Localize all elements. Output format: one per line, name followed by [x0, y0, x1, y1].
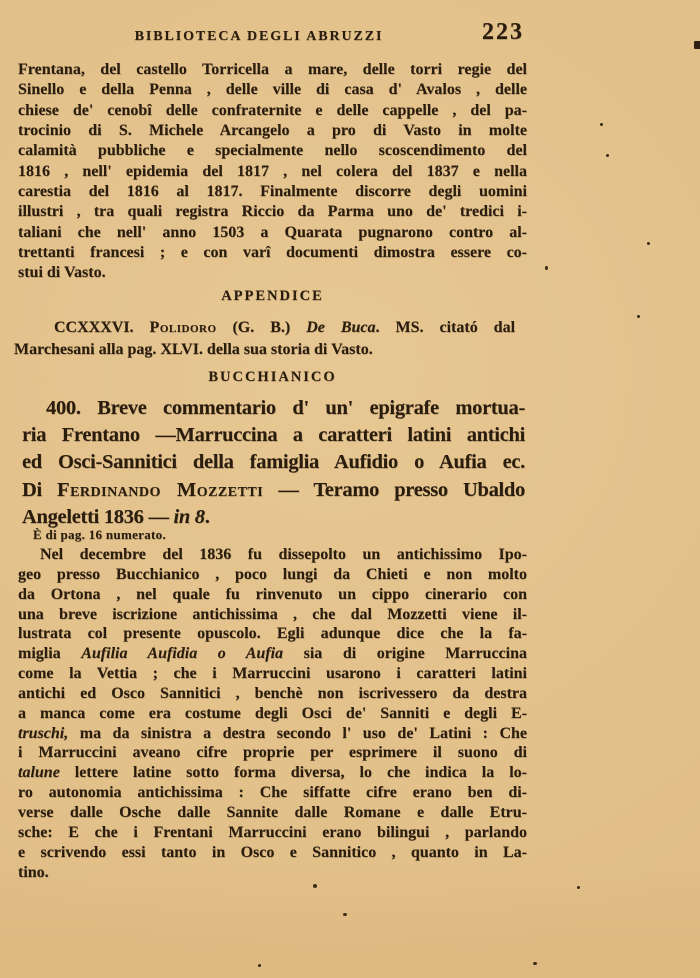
- text-segment: geo presso Bucchianico , poco lungi da Chieti e non molto: [18, 565, 527, 583]
- text-line: [18, 202, 527, 222]
- smallcaps-text: Polidoro: [149, 319, 217, 336]
- ink-speck: [258, 964, 261, 967]
- text-segment: una breve iscrizione antichissima , che dal Mozzetti viene il-: [18, 605, 527, 623]
- text-segment: illustri , tra quali registra Riccio da Parma uno de' tredici i-: [18, 203, 527, 221]
- text-segment: 1816 , nell' epidemia del 1817 , nel colera del 1837 e nella: [18, 162, 527, 180]
- text-segment: a manca come era costume degli Osci de' Sanniti e degli E-: [18, 704, 527, 722]
- text-segment: (G. B.): [216, 319, 307, 336]
- text-line: [14, 317, 515, 339]
- text-segment: lettere latine sotto forma diversa, lo che indica la lo-: [59, 764, 527, 782]
- text-line: [18, 121, 527, 141]
- text-segment: stui di Vasto.: [18, 264, 106, 282]
- ink-speck: [545, 266, 548, 270]
- text-segment: da Ortona , nel quale fu rinvenuto un cippo cinerario con: [18, 585, 527, 603]
- text-line: [18, 585, 527, 605]
- text-segment: Marchesani alla pag. XLVI. della sua storia di Vasto.: [14, 340, 373, 358]
- text-segment: ed Osci-Sannitici della famiglia Aufidio o Aufia ec.: [22, 451, 525, 474]
- text-line: [18, 863, 527, 883]
- ink-speck: [637, 315, 640, 318]
- text-line: [33, 527, 166, 542]
- italic-text: truschi,: [18, 724, 69, 742]
- text-line: [18, 60, 527, 80]
- text-line: [18, 565, 527, 585]
- text-segment: carestia del 1816 al 1817. Finalmente discorre degli uomini: [18, 183, 527, 201]
- text-segment: Nel decembre del 1836 fu dissepolto un antichissimo Ipo-: [40, 546, 527, 563]
- text-segment: trettanti francesi ; e con varî documenti dimostra essere co-: [18, 244, 527, 262]
- text-line: [18, 763, 527, 783]
- text-line: [22, 449, 525, 476]
- text-line: [18, 783, 527, 803]
- text-segment: taliani che nell' anno 1503 a Quarata pugnarono contro al-: [18, 223, 527, 241]
- text-line: [18, 141, 527, 161]
- text-line: [18, 545, 527, 565]
- text-line: [18, 162, 527, 182]
- text-line: [18, 101, 527, 121]
- page-number: 223: [482, 19, 524, 45]
- text-segment: trocinio di S. Michele Arcangelo a pro di Vasto in molte: [18, 122, 527, 140]
- text-line: [18, 743, 527, 763]
- text-segment: calamità pubbliche e specialmente nello scoscendimento del: [18, 142, 527, 160]
- running-title: BIBLIOTECA DEGLI ABRUZZI: [134, 29, 384, 44]
- text-line: [18, 223, 527, 243]
- entry-ccxxxvi: [14, 317, 515, 361]
- entry-400-note: [33, 527, 166, 542]
- text-segment: antichi ed Osco Sannitici , benchè non iscrivessero da destra: [18, 684, 527, 702]
- text-segment: Sinello e della Penna , delle ville di casa d' Avalos , delle: [18, 81, 527, 99]
- ink-speck: [606, 154, 609, 157]
- ink-speck: [694, 41, 700, 49]
- text-segment: chiese de' cenobî delle confraternite e delle cappelle , del pa-: [18, 101, 527, 119]
- text-line: [14, 339, 515, 361]
- entry-400-title: [22, 395, 525, 531]
- text-segment: Angeletti 1836 —: [22, 505, 174, 528]
- ink-speck: [647, 242, 650, 245]
- text-segment: verse dalle Osche dalle Sannite dalle Romane e dalle Etru-: [18, 803, 527, 821]
- text-segment: Di: [22, 478, 58, 501]
- text-segment: tino.: [18, 863, 49, 881]
- italic-text: in 8: [173, 505, 205, 528]
- text-line: [18, 664, 527, 684]
- text-line: [22, 422, 525, 449]
- text-line: [18, 644, 527, 664]
- text-line: [22, 477, 525, 504]
- smallcaps-text: Ferdinando Mozzetti: [57, 478, 264, 501]
- text-segment: sia di origine Marruccina: [283, 645, 527, 663]
- text-line: [22, 395, 525, 422]
- text-segment: ro autonomia antichissima : Che siffatte cifre erano ben di-: [18, 784, 527, 802]
- opening-continuation: [18, 60, 527, 284]
- ink-speck: [533, 962, 537, 965]
- text-segment: 400. Breve commentario d' un' epigrafe mortua-: [46, 397, 525, 419]
- text-segment: sche: E che i Frentani Marruccini erano bilingui , parlando: [18, 823, 527, 841]
- entry-400-body: [18, 545, 527, 882]
- text-segment: lustrata col presente opuscolo. Egli adunque dice che la fa-: [18, 625, 527, 643]
- ink-speck: [600, 123, 603, 126]
- text-line: [18, 243, 527, 263]
- italic-text: De Buca: [306, 319, 376, 336]
- text-segment: come la Vettia ; che i Marruccini usarono i caratteri latini: [18, 665, 527, 683]
- ink-speck: [577, 886, 580, 889]
- ink-speck: [313, 884, 317, 888]
- text-segment: e scrivendo essi tanto in Osco e Sannitico , quanto in La-: [18, 843, 527, 861]
- text-segment: .: [204, 505, 210, 528]
- text-line: [18, 684, 527, 704]
- text-segment: i Marruccini aveano cifre proprie per esprimere il suono di: [18, 744, 527, 762]
- text-line: [18, 843, 527, 863]
- text-segment: Frentana, del castello Torricella a mare, delle torri regie del: [18, 61, 527, 78]
- text-line: [18, 80, 527, 100]
- text-line: [18, 823, 527, 843]
- italic-text: talune: [18, 764, 60, 782]
- ink-speck: [343, 913, 347, 916]
- heading-bucchianico: BUCCHIANICO: [208, 369, 337, 385]
- text-segment: — Teramo presso Ubaldo: [263, 478, 525, 501]
- italic-text: Aufilia Aufidia o Aufia: [81, 645, 284, 663]
- heading-appendice: APPENDICE: [221, 288, 324, 304]
- text-segment: miglia: [18, 645, 82, 663]
- text-line: [18, 624, 527, 644]
- text-segment: . MS. citató dal: [375, 319, 516, 336]
- text-segment: È di pag. 16 numerato.: [33, 527, 167, 542]
- text-line: [18, 263, 527, 283]
- text-line: [18, 724, 527, 744]
- text-line: [18, 605, 527, 625]
- text-line: [18, 182, 527, 202]
- text-line: [18, 704, 527, 724]
- text-line: [18, 803, 527, 823]
- text-segment: CCXXXVI.: [54, 319, 150, 336]
- text-segment: ma da sinistra a destra secondo l' uso de' Latini : Che: [68, 724, 527, 742]
- text-segment: ria Frentano —Marruccina a caratteri latini antichi: [22, 424, 525, 447]
